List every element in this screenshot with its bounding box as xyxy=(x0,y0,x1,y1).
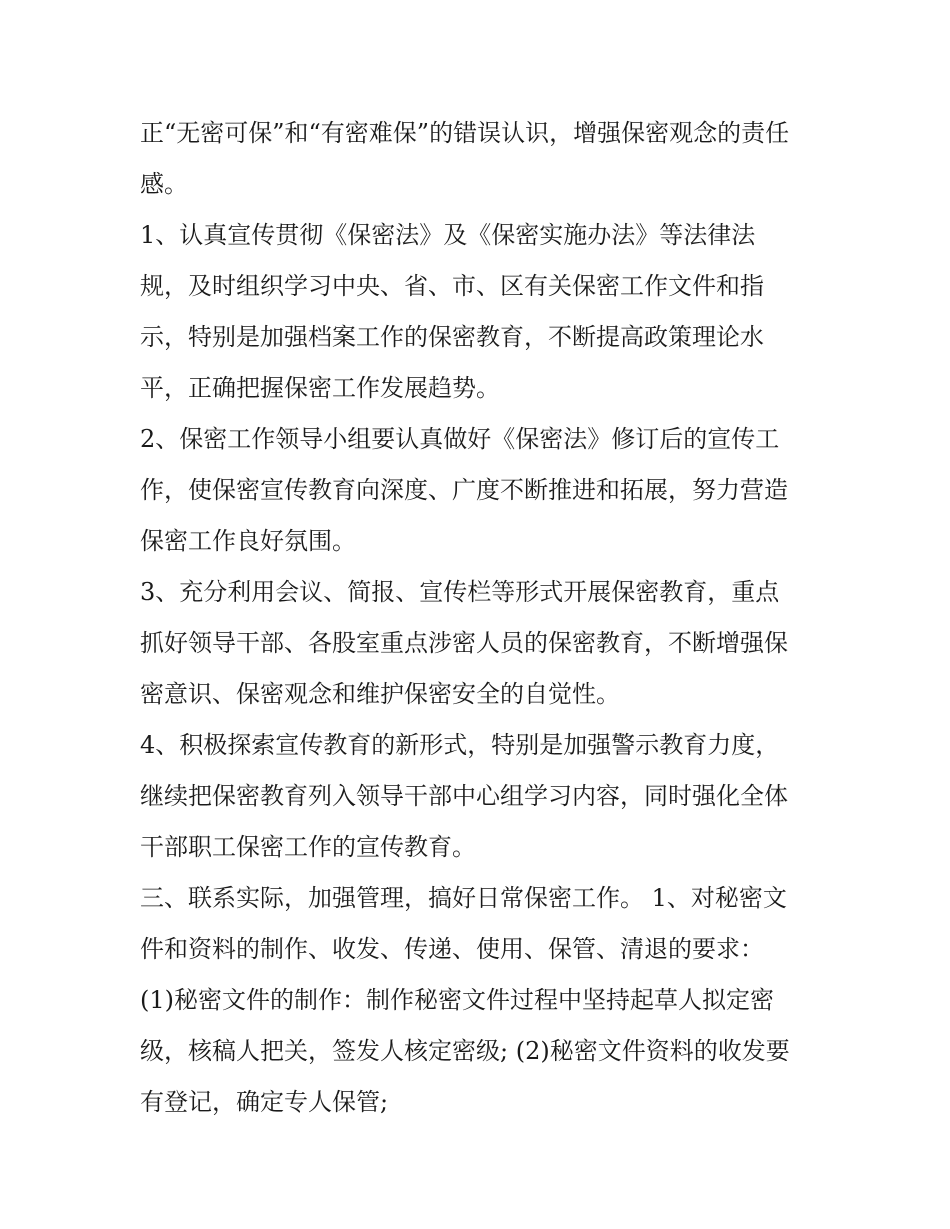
text-line: 2、保密工作领导小组要认真做好《保密法》修订后的宣传工 xyxy=(140,425,780,453)
text-line: 感。 xyxy=(140,170,188,198)
text-line: (1)秘密文件的制作：制作秘密文件过程中坚持起草人拟定密 xyxy=(140,986,774,1014)
text-line: 件和资料的制作、收发、传递、使用、保管、清退的要求： xyxy=(140,935,764,963)
text-line: 级，核稿人把关，签发人核定密级; (2)秘密文件资料的收发要 xyxy=(140,1037,790,1065)
text-line: 作，使保密宣传教育向深度、广度不断推进和拓展，努力营造 xyxy=(140,476,788,504)
text-line: 4、积极探索宣传教育的新形式，特别是加强警示教育力度， xyxy=(140,731,780,759)
text-line: 正“无密可保”和“有密难保”的错误认识，增强保密观念的责任 xyxy=(140,119,790,147)
text-line: 继续把保密教育列入领导干部中心组学习内容，同时强化全体 xyxy=(140,782,788,810)
text-line: 有登记，确定专人保管; xyxy=(140,1088,389,1116)
text-line: 干部职工保密工作的宣传教育。 xyxy=(140,833,476,861)
text-line: 示，特别是加强档案工作的保密教育，不断提高政策理论水 xyxy=(140,323,764,351)
text-line: 平，正确把握保密工作发展趋势。 xyxy=(140,374,500,402)
text-line: 密意识、保密观念和维护保密安全的自觉性。 xyxy=(140,680,620,708)
document-body xyxy=(140,108,820,1128)
text-line: 1、认真宣传贯彻《保密法》及《保密实施办法》等法律法 xyxy=(140,221,756,249)
text-line: 保密工作良好氛围。 xyxy=(140,527,356,555)
text-line: 抓好领导干部、各股室重点涉密人员的保密教育，不断增强保 xyxy=(140,629,788,657)
text-line: 三、联系实际，加强管理，搞好日常保密工作。 1、对秘密文 xyxy=(140,884,787,912)
text-line: 规，及时组织学习中央、省、市、区有关保密工作文件和指 xyxy=(140,272,764,300)
text-line: 3、充分利用会议、简报、宣传栏等形式开展保密教育，重点 xyxy=(140,578,780,606)
